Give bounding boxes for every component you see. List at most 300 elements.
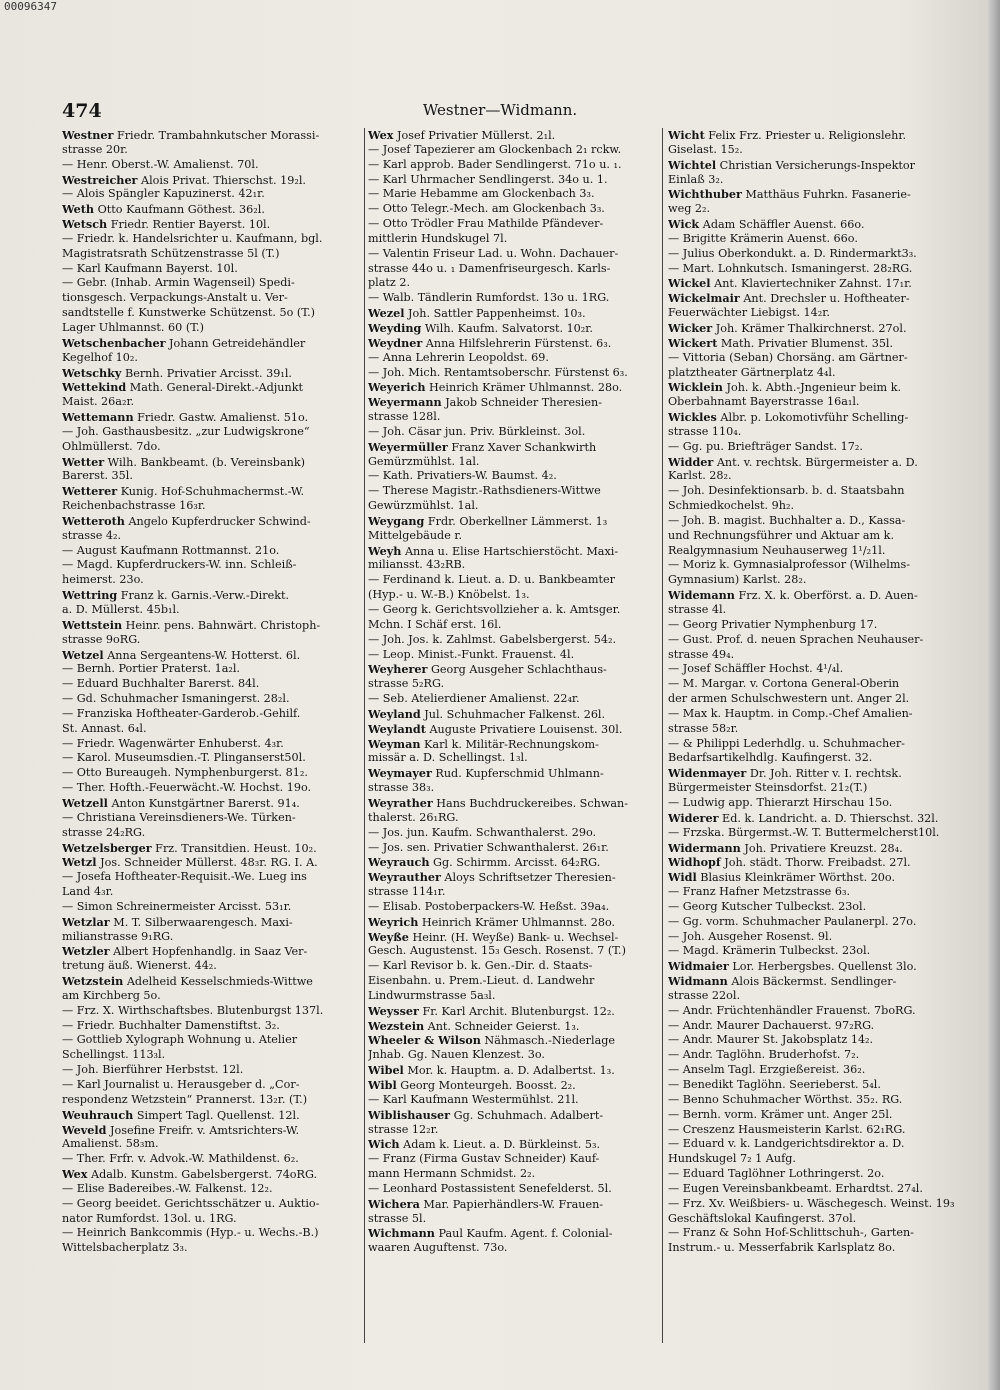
- entry-text: — Benedikt Taglöhn. Seerieberst. 5₄l.: [668, 1078, 881, 1091]
- directory-entry-line: [668, 1019, 962, 1034]
- entry-surname: Weyerich: [368, 380, 426, 395]
- entry-text: — M. Margar. v. Cortona General-Oberin: [668, 677, 900, 691]
- directory-entry-line: [62, 425, 356, 440]
- entry-text: — Friedr. Wagenwärter Enhuberst. 4₃r.: [62, 736, 284, 750]
- entry-text: milianstrasse 9₁RG.: [62, 929, 174, 943]
- directory-entry-line: [62, 692, 356, 707]
- entry-text: Ed. k. Landricht. a. D. Thierschst. 32l.: [718, 811, 939, 825]
- entry-text: Christian Versicherungs-Inspektor: [716, 158, 915, 172]
- entry-text: weg 2₂.: [668, 202, 711, 216]
- directory-entry-line: [668, 603, 962, 618]
- directory-entry-line: [368, 974, 662, 989]
- directory-entry-line: [62, 588, 356, 603]
- column-1: [62, 128, 356, 1256]
- directory-entry-line: [368, 276, 662, 291]
- entry-text: — Otto Trödler Frau Mathilde Pfändever-: [368, 217, 604, 231]
- scan-id: 00096347: [4, 0, 57, 13]
- directory-entry-line: [668, 455, 962, 470]
- entry-text: Maist. 26a₂r.: [62, 395, 135, 409]
- directory-entry-line: [368, 1197, 662, 1212]
- entry-text: strasse 44o u. ₁ Damenfriseurgesch. Karls-: [368, 261, 611, 275]
- directory-entry-line: [368, 885, 662, 900]
- directory-entry-line: [668, 351, 962, 366]
- directory-entry-line: [368, 989, 662, 1004]
- directory-entry-line: [668, 1048, 962, 1063]
- entry-text: Dr. Joh. Ritter v. I. rechtsk.: [746, 767, 902, 781]
- directory-entry-line: [668, 573, 962, 588]
- entry-surname: Wickel: [668, 276, 711, 291]
- entry-text: Lor. Herbergsbes. Quellenst 3lo.: [728, 960, 917, 974]
- directory-entry-line: [668, 1182, 962, 1197]
- entry-text: Amalienst. 58₃m.: [62, 1137, 159, 1151]
- directory-entry-line: [368, 841, 662, 856]
- entry-text: — Jos. sen. Privatier Schwanthalerst. 26₁r.: [368, 840, 609, 854]
- directory-entry-line: [368, 751, 662, 766]
- entry-text: Johann Getreidehändler: [165, 336, 306, 350]
- directory-entry-line: [668, 499, 962, 514]
- entry-surname: Weth: [62, 202, 95, 217]
- entry-surname: Weyding: [368, 320, 422, 335]
- entry-text: — Joh. Mich. Rentamtsoberschr. Fürstenst 6₃.: [368, 365, 628, 379]
- entry-text: — Leonhard Postassistent Senefelderst. 5l.: [368, 1181, 612, 1195]
- entry-text: — Therese Magistr.-Rathsdieners-Wittwe: [368, 484, 601, 498]
- directory-entry-line: [62, 826, 356, 841]
- directory-entry-line: [668, 974, 962, 989]
- directory-entry-line: [368, 410, 662, 425]
- directory-entry-line: [668, 677, 962, 692]
- entry-text: Karl k. Militär-Rechnungskom-: [420, 737, 599, 751]
- directory-entry-line: [668, 217, 962, 232]
- entry-text: Ant. Klaviertechniker Zahnst. 17₁r.: [710, 277, 912, 291]
- entry-text: — Ferdinand k. Lieut. a. D. u. Bankbeamter: [368, 573, 615, 587]
- entry-surname: Wich: [368, 1137, 400, 1152]
- directory-entry-line: [368, 826, 662, 841]
- entry-surname: Wetzell: [62, 795, 108, 810]
- entry-text: Gg. Schirmm. Arcisst. 64₂RG.: [429, 856, 601, 870]
- directory-entry-line: [668, 662, 962, 677]
- directory-entry-line: [368, 900, 662, 915]
- entry-text: — Joh. B. magist. Buchhalter a. D., Kassa-: [668, 513, 906, 527]
- entry-surname: Wetsch: [62, 217, 108, 232]
- directory-entry-line: [368, 603, 662, 618]
- entry-surname: Widerer: [668, 810, 719, 825]
- directory-entry-line: [368, 366, 662, 381]
- entry-text: strasse 5l.: [368, 1211, 427, 1225]
- entry-text: Realgymnasium Neuhauserweg 1¹/₂1l.: [668, 543, 886, 557]
- entry-text: (Hyp.- u. W.-B.) Knöbelst. 1₃.: [368, 588, 530, 602]
- entry-text: strasse 128l.: [368, 410, 441, 424]
- directory-entry-line: [368, 217, 662, 232]
- directory-entry-line: [368, 662, 662, 677]
- directory-entry-line: [668, 173, 962, 188]
- entry-text: Math. General-Direkt.-Adjunkt: [126, 381, 303, 395]
- entry-text: missär a. D. Schellingst. 1₃l.: [368, 751, 528, 765]
- entry-text: — & Philippi Lederhdlg. u. Schuhmacher-: [668, 736, 905, 750]
- directory-entry-line: [62, 440, 356, 455]
- entry-text: Math. Privatier Blumenst. 35l.: [717, 336, 894, 350]
- entry-surname: Wetzelsberger: [62, 840, 152, 855]
- directory-entry-line: [368, 499, 662, 514]
- entry-text: Schellingst. 113₃l.: [62, 1048, 166, 1062]
- entry-text: Friedr. Trambahnkutscher Morassi-: [113, 129, 320, 142]
- entry-text: — Georg Privatier Nymphenburg 17.: [668, 617, 878, 631]
- entry-text: — Ther. Frfr. v. Advok.-W. Mathildenst. 6₂.: [62, 1152, 299, 1166]
- entry-text: heimerst. 23o.: [62, 573, 144, 587]
- entry-surname: Wickelmair: [668, 291, 740, 306]
- directory-entry-line: [62, 336, 356, 351]
- entry-text: — Joh. Bierführer Herbstst. 12l.: [62, 1063, 244, 1077]
- entry-text: Anna Sergeantens-W. Hotterst. 6l.: [103, 648, 301, 662]
- entry-surname: Wick: [668, 217, 700, 232]
- entry-text: — Magd. Kupferdruckers-W. inn. Schleiß-: [62, 558, 297, 572]
- entry-text: — Joh. Desinfektionsarb. b. d. Staatsbahn: [668, 484, 905, 498]
- directory-entry-line: [668, 128, 962, 143]
- entry-text: Gymnasium) Karlst. 28₂.: [668, 573, 807, 587]
- entry-surname: Wickert: [668, 335, 718, 350]
- entry-text: miliansst. 43₂RB.: [368, 558, 466, 572]
- entry-text: — Joh. Ausgeher Rosenst. 9l.: [668, 929, 833, 943]
- entry-text: — Franz (Firma Gustav Schneider) Kauf-: [368, 1152, 600, 1166]
- entry-text: und Rechnungsführer und Aktuar am k.: [668, 528, 895, 542]
- directory-entry-line: [668, 915, 962, 930]
- directory-entry-line: [668, 1212, 962, 1227]
- entry-text: Heinr. pens. Bahnwärt. Christoph-: [122, 618, 321, 632]
- directory-entry-line: [668, 291, 962, 306]
- directory-entry-line: [668, 751, 962, 766]
- directory-entry-line: [668, 1033, 962, 1048]
- directory-entry-line: [62, 989, 356, 1004]
- entry-text: — Anna Lehrerin Leopoldst. 69.: [368, 350, 549, 364]
- entry-text: Joh. Krämer Thalkirchnerst. 27ol.: [712, 321, 907, 335]
- directory-entry-line: [62, 1197, 356, 1212]
- entry-text: Georg Ausgeher Schlachthaus-: [427, 663, 607, 677]
- directory-entry-line: [62, 1137, 356, 1152]
- directory-entry-line: [668, 1108, 962, 1123]
- directory-entry-line: [368, 1048, 662, 1063]
- directory-entry-line: [368, 469, 662, 484]
- entry-surname: Weyrauch: [368, 855, 430, 870]
- entry-text: Bedarfsartikelhdlg. Kaufingerst. 32.: [668, 751, 873, 765]
- directory-entry-line: [62, 885, 356, 900]
- entry-text: — Julius Oberkondukt. a. D. Rindermarkt3₃.: [668, 246, 917, 260]
- directory-entry-line: [368, 232, 662, 247]
- entry-text: der armen Schulschwestern unt. Anger 2l.: [668, 692, 910, 706]
- entry-text: Wittelsbacherplatz 3₃.: [62, 1241, 188, 1255]
- entry-surname: Wiblishauser: [368, 1107, 451, 1122]
- directory-entry-line: [368, 455, 662, 470]
- entry-text: Matthäus Fuhrkn. Fasanerie-: [741, 188, 911, 202]
- entry-text: — Frz. X. Wirthschaftsbes. Blutenburgst 137l.: [62, 1003, 324, 1017]
- entry-text: Gg. Schuhmach. Adalbert-: [450, 1108, 604, 1122]
- entry-text: Karlst. 28₂.: [668, 469, 732, 483]
- entry-text: — Heinrich Bankcommis (Hyp.- u. Wechs.-B.): [62, 1226, 319, 1240]
- directory-entry-line: [368, 781, 662, 796]
- entry-text: Oberbahnamt Bayerstrasse 16a₁l.: [668, 395, 860, 409]
- directory-entry-line: [668, 1197, 962, 1212]
- directory-entry-line: [368, 1108, 662, 1123]
- directory-entry-line: [668, 1152, 962, 1167]
- directory-entry-line: [368, 692, 662, 707]
- directory-entry-line: [668, 900, 962, 915]
- entry-text: — Joh. Jos. k. Zahlmst. Gabelsbergerst. 54₂.: [368, 632, 617, 646]
- directory-entry-line: [668, 202, 962, 217]
- entry-text: mittlerin Hundskugel 7l.: [368, 231, 508, 245]
- entry-surname: Weyherer: [368, 662, 428, 677]
- directory-entry-line: [368, 380, 662, 395]
- entry-text: mann Hermann Schmidst. 2₂.: [368, 1167, 536, 1181]
- entry-text: Ant. v. rechtsk. Bürgermeister a. D.: [713, 455, 918, 469]
- entry-surname: Wetzstein: [62, 974, 124, 989]
- entry-surname: Wettemann: [62, 410, 134, 425]
- entry-text: Mittelgebäude r.: [368, 528, 463, 542]
- entry-text: — August Kaufmann Rottmannst. 21o.: [62, 543, 280, 557]
- entry-text: — Karl Kaufmann Bayerst. 10l.: [62, 261, 238, 275]
- directory-entry-line: [62, 202, 356, 217]
- entry-surname: Wheeler & Wilson: [368, 1033, 481, 1048]
- entry-text: strasse 4l.: [668, 603, 727, 616]
- entry-text: Felix Frz. Priester u. Religionslehr.: [704, 129, 907, 142]
- directory-entry-line: [668, 143, 962, 158]
- entry-text: Joh. k. Abth.-Jngenieur beim k.: [722, 381, 902, 395]
- entry-surname: Wex: [368, 128, 394, 142]
- directory-entry-line: [668, 989, 962, 1004]
- directory-entry-line: [62, 291, 356, 306]
- directory-entry-line: [668, 1063, 962, 1078]
- entry-text: — Elise Badereibes.-W. Falkenst. 12₂.: [62, 1181, 273, 1195]
- entry-text: tionsgesch. Verpackungs-Anstalt u. Ver-: [62, 291, 288, 305]
- entry-surname: Widmann: [668, 974, 728, 989]
- directory-entry-line: [668, 766, 962, 781]
- directory-entry-line: [62, 751, 356, 766]
- entry-text: Mchn. I Schäf erst. 16l.: [368, 617, 502, 631]
- entry-text: — Georg beeidet. Gerichtsschätzer u. Auktio-: [62, 1196, 320, 1210]
- entry-text: — Friedr. k. Handelsrichter u. Kaufmann, bgl.: [62, 231, 323, 245]
- directory-entry-line: [368, 796, 662, 811]
- entry-surname: Wetter: [62, 454, 105, 469]
- entry-surname: Weuhrauch: [62, 1107, 134, 1122]
- entry-text: tretung äuß. Wienerst. 44₂.: [62, 959, 217, 973]
- entry-text: Jul. Schuhmacher Falkenst. 26l.: [420, 707, 606, 721]
- entry-text: Mor. k. Hauptm. a. D. Adalbertst. 1₃.: [403, 1064, 615, 1078]
- entry-text: Josef Privatier Müllerst. 2₁l.: [393, 129, 556, 142]
- entry-text: Anna Hilfslehrerin Fürstenst. 6₃.: [422, 336, 612, 350]
- directory-entry-line: [668, 321, 962, 336]
- directory-entry-line: [668, 722, 962, 737]
- entry-surname: Weyrauther: [368, 870, 441, 885]
- directory-entry-line: [368, 1033, 662, 1048]
- directory-entry-line: [668, 588, 962, 603]
- entry-text: strasse 38₃.: [368, 781, 435, 795]
- entry-surname: Wicker: [668, 320, 713, 335]
- directory-entry-line: [62, 781, 356, 796]
- directory-entry-line: [368, 944, 662, 959]
- entry-text: — Kath. Privatiers-W. Baumst. 4₂.: [368, 469, 557, 483]
- entry-text: — Eduard Taglöhner Lothringerst. 2o.: [668, 1167, 885, 1181]
- entry-surname: Weygang: [368, 513, 425, 528]
- directory-entry-line: [62, 173, 356, 188]
- entry-text: — Josef Schäffler Hochst. 4¹/₄l.: [668, 662, 844, 676]
- directory-entry-line: [62, 603, 356, 618]
- entry-text: — Ludwig app. Thierarzt Hirschau 15o.: [668, 795, 893, 809]
- entry-text: — Gg. pu. Briefträger Sandst. 17₂.: [668, 439, 863, 453]
- entry-text: Angelo Kupferdrucker Schwind-: [124, 514, 311, 528]
- entry-text: — Elisab. Postoberpackers-W. Heßst. 39a₄.: [368, 899, 610, 913]
- directory-entry-line: [668, 276, 962, 291]
- entry-surname: Widhopf: [668, 855, 721, 870]
- directory-entry-line: [62, 796, 356, 811]
- entry-text: Paul Kaufm. Agent. f. Colonial-: [434, 1227, 613, 1241]
- entry-surname: Weyrich: [368, 914, 419, 929]
- directory-entry-line: [668, 187, 962, 202]
- directory-entry-line: [668, 930, 962, 945]
- entry-surname: Wichera: [368, 1196, 420, 1211]
- directory-entry-line: [62, 707, 356, 722]
- entry-text: Georg Monteurgeh. Boosst. 2₂.: [396, 1079, 576, 1092]
- directory-entry-line: [368, 588, 662, 603]
- entry-text: strasse 5₂RG.: [368, 677, 445, 691]
- directory-entry-line: [62, 1226, 356, 1241]
- entry-text: sandtstelle f. Kunstwerke Schützenst. 5o (T.): [62, 306, 315, 320]
- directory-entry-line: [368, 1212, 662, 1227]
- directory-entry-line: [62, 944, 356, 959]
- directory-entry-line: [668, 870, 962, 885]
- directory-entry-line: [62, 633, 356, 648]
- directory-entry-line: [668, 707, 962, 722]
- entry-text: Gesch. Augustenst. 15₃ Gesch. Rosenst. 7 (T.): [368, 944, 626, 958]
- directory-entry-line: [62, 321, 356, 336]
- entry-surname: Weysser: [368, 1003, 419, 1018]
- entry-text: strasse 49₄.: [668, 647, 735, 661]
- column-divider: [662, 128, 663, 1343]
- entry-text: — Alois Spängler Kapuzinerst. 42₁r.: [62, 187, 265, 201]
- directory-entry-line: [368, 321, 662, 336]
- entry-text: Franz Xaver Schankwirth: [447, 440, 597, 454]
- directory-entry-line: [62, 366, 356, 381]
- column-divider: [364, 128, 365, 1343]
- directory-entry-line: [368, 722, 662, 737]
- entry-surname: Wichtel: [668, 157, 717, 172]
- directory-entry-line: [62, 722, 356, 737]
- entry-text: Barerst. 35l.: [62, 469, 133, 483]
- directory-entry-line: [62, 1182, 356, 1197]
- entry-text: — Moriz k. Gymnasialprofessor (Wilhelms-: [668, 558, 910, 572]
- entry-text: — Karl Uhrmacher Sendlingerst. 34o u. 1.: [368, 172, 608, 186]
- directory-entry-line: [668, 1226, 962, 1241]
- entry-text: — Eugen Vereinsbankbeamt. Erhardtst. 27₄l.: [668, 1181, 923, 1195]
- entry-text: — Frzska. Bürgermst.-W. T. Buttermelcherst10l.: [668, 825, 940, 839]
- entry-text: — Karol. Museumsdien.-T. Plinganserst50l.: [62, 751, 306, 765]
- directory-entry-line: [368, 855, 662, 870]
- entry-text: Reichenbachstrasse 16₃r.: [62, 499, 206, 513]
- directory-entry-line: [62, 677, 356, 692]
- directory-entry-line: [368, 1167, 662, 1182]
- entry-text: — Franz Hafner Metzstrasse 6₃.: [668, 885, 851, 899]
- directory-entry-line: [368, 618, 662, 633]
- entry-surname: Wettring: [62, 588, 118, 603]
- entry-text: Bernh. Privatier Arcisst. 39₁l.: [121, 366, 292, 380]
- entry-text: Joh. Sattler Pappenheimst. 10₃.: [404, 307, 586, 321]
- entry-text: Blasius Kleinkrämer Wörthst. 20o.: [696, 871, 896, 885]
- entry-text: Alois Privat. Thierschst. 19₂l.: [137, 173, 306, 187]
- entry-text: — Eduard v. k. Landgerichtsdirektor a. D.: [668, 1137, 905, 1151]
- directory-entry-line: [668, 262, 962, 277]
- entry-surname: Westreicher: [62, 172, 138, 187]
- directory-entry-line: [368, 128, 662, 143]
- entry-text: M. T. Silberwaarengesch. Maxi-: [109, 915, 293, 929]
- directory-entry-line: [368, 707, 662, 722]
- entry-text: — Georg Kutscher Tulbeckst. 23ol.: [668, 899, 867, 913]
- entry-surname: Wickles: [668, 410, 717, 425]
- directory-entry-line: [62, 187, 356, 202]
- directory-entry-line: [668, 1241, 962, 1256]
- entry-text: Geschäftslokal Kaufingerst. 37ol.: [668, 1211, 857, 1225]
- entry-text: Schmiedkochelst. 9h₂.: [668, 499, 795, 513]
- directory-entry-line: [368, 336, 662, 351]
- directory-entry-line: [668, 959, 962, 974]
- entry-text: strasse 24₂RG.: [62, 825, 146, 839]
- entry-text: — Joh. Cäsar jun. Priv. Bürkleinst. 3ol.: [368, 424, 586, 438]
- directory-entry-line: [368, 811, 662, 826]
- directory-entry-line: [668, 1004, 962, 1019]
- directory-entry-line: [62, 1123, 356, 1138]
- directory-entry-line: [668, 781, 962, 796]
- directory-entry-line: [62, 1241, 356, 1256]
- directory-entry-line: [62, 766, 356, 781]
- directory-entry-line: [668, 1093, 962, 1108]
- directory-entry-line: [668, 395, 962, 410]
- entry-text: Friedr. Rentier Bayerst. 10l.: [107, 218, 271, 232]
- directory-entry-line: [368, 187, 662, 202]
- entry-text: Otto Kaufmann Göthest. 36₂l.: [94, 203, 265, 217]
- entry-surname: Wibl: [368, 1078, 397, 1092]
- entry-text: Albert Hopfenhandlg. in Saaz Ver-: [109, 945, 308, 959]
- entry-text: — Valentin Friseur Lad. u. Wohn. Dachauer-: [368, 246, 619, 260]
- entry-text: — Marie Hebamme am Glockenbach 3₃.: [368, 187, 595, 201]
- directory-entry-line: [62, 811, 356, 826]
- entry-text: Heinr. (H. Weyße) Bank- u. Wechsel-: [408, 930, 619, 944]
- entry-text: nator Rumfordst. 13ol. u. 1RG.: [62, 1211, 237, 1225]
- directory-entry-line: [668, 855, 962, 870]
- entry-text: — Gottlieb Xylograph Wohnung u. Atelier: [62, 1033, 298, 1047]
- entry-text: — Joh. Gasthausbesitz. „zur Ludwigskrone“: [62, 424, 310, 438]
- directory-entry-line: [62, 217, 356, 232]
- entry-surname: Wibel: [368, 1063, 404, 1078]
- directory-entry-line: [668, 1167, 962, 1182]
- column-2: [368, 128, 662, 1256]
- directory-entry-line: [668, 158, 962, 173]
- entry-text: Land 4₃r.: [62, 885, 114, 899]
- entry-text: Hundskugel 7₂ 1 Aufg.: [668, 1152, 796, 1166]
- directory-entry-line: [368, 262, 662, 277]
- entry-text: Ant. Schneider Geierst. 1₃.: [424, 1019, 580, 1033]
- entry-surname: Wetzlar: [62, 914, 110, 929]
- entry-text: — Karl Journalist u. Herausgeber d. „Cor-: [62, 1078, 300, 1091]
- directory-entry-line: [668, 544, 962, 559]
- entry-text: — Vittoria (Seban) Chorsäng. am Gärtner-: [668, 350, 908, 364]
- directory-entry-line: [62, 1033, 356, 1048]
- entry-text: — Frz. Xv. Weißbiers- u. Wäschegesch. Weinst. 19₃: [668, 1196, 955, 1210]
- entry-text: Heinrich Krämer Uhlmannst. 28o.: [425, 381, 623, 395]
- entry-text: — Gg. vorm. Schuhmacher Paulanerpl. 27o.: [668, 914, 917, 928]
- entry-text: — Simon Schreinermeister Arcisst. 53₁r.: [62, 899, 292, 913]
- directory-entry-line: [368, 870, 662, 885]
- directory-entry-line: [62, 262, 356, 277]
- entry-surname: Widder: [668, 454, 714, 469]
- entry-text: Franz k. Garnis.-Verw.-Direkt.: [117, 589, 290, 603]
- directory-entry-line: [668, 380, 962, 395]
- directory-entry-line: [62, 410, 356, 425]
- page-number: 474: [62, 100, 102, 122]
